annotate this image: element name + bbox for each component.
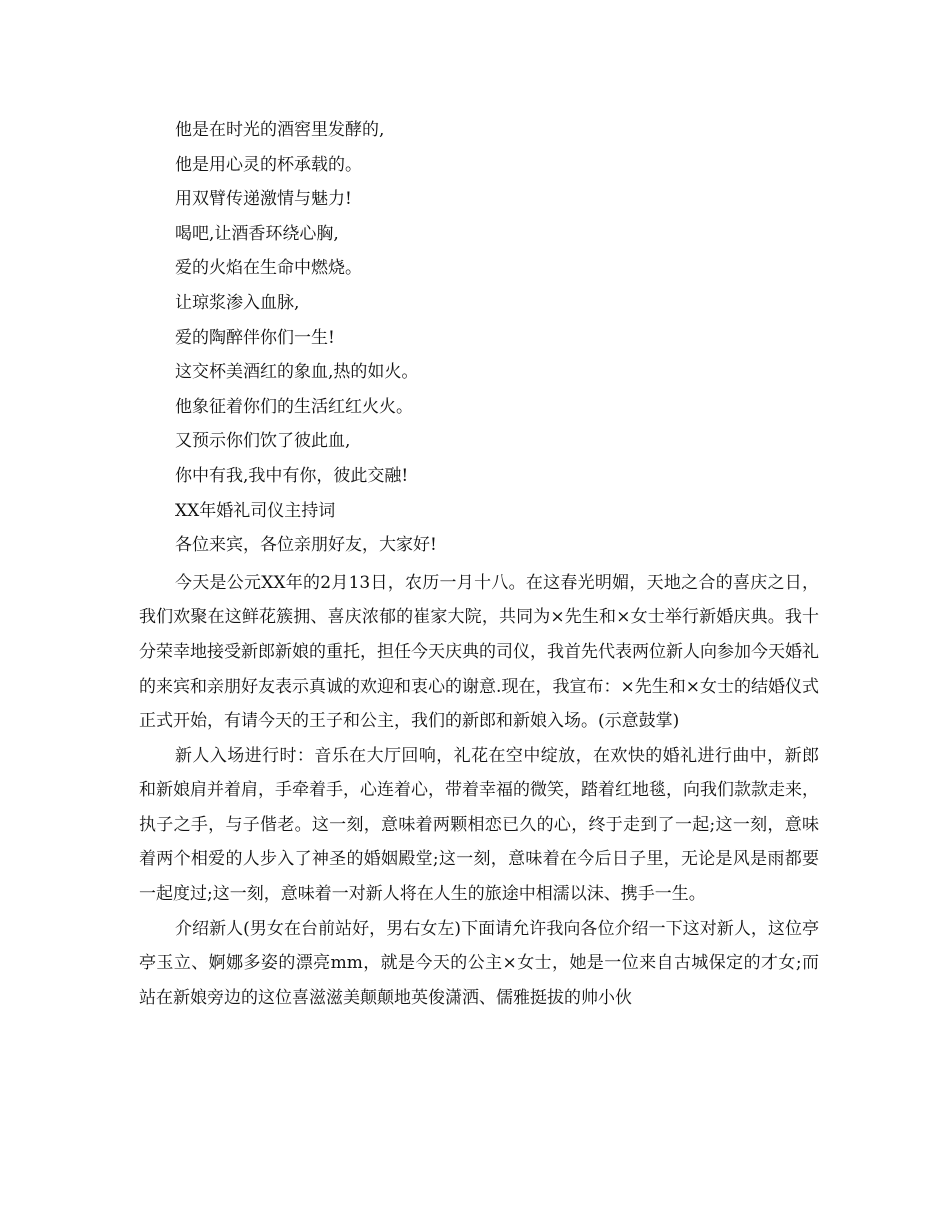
document-body: [139, 116, 819, 1015]
poem-line: 你中有我,我中有你，彼此交融!: [175, 465, 409, 486]
greeting: 各位来宾，各位亲朋好友，大家好!: [175, 535, 437, 556]
poem-line: 他象征着你们的生活红红火火。: [175, 396, 413, 417]
poem-line: 爱的陶醉伴你们一生!: [175, 327, 335, 348]
poem-line: 喝吧,让酒香环绕心胸,: [175, 223, 339, 244]
poem-line: 他是用心灵的杯承载的。: [175, 154, 362, 175]
section-title: XX年婚礼司仪主持词: [175, 500, 336, 521]
paragraph: 新人入场进行时：音乐在大厅回响，礼花在空中绽放，在欢快的婚礼进行曲中，新郎和新娘肩并着肩，手牵着手，心连着心，带着幸福的微笑，踏着红地毯，向我们款款走来，执子之手，与子偕老。这一刻，意味着两颗相恋已久的心，终于走到了一起;这一刻，意味着两个相爱的人步入了神圣的婚姻殿堂;这一刻，意味着在今后日子里，无论是风是雨都要一起度过;这一刻，意味着一对新人将在人生的旅途中相濡以沫、携手一生。: [139, 745, 819, 905]
poem-line: 爱的火焰在生命中燃烧。: [175, 258, 362, 279]
poem-line: 他是在时光的酒窖里发酵的,: [175, 120, 385, 140]
poem-line: 又预示你们饮了彼此血,: [175, 431, 351, 452]
poem-line: 用双臂传递激情与魅力!: [175, 189, 352, 210]
poem-line: 这交杯美酒红的象血,热的如火。: [175, 362, 419, 383]
poem-line: 让琼浆渗入血脉,: [175, 292, 300, 313]
paragraph: 介绍新人(男女在台前站好，男右女左)下面请允许我向各位介绍一下这对新人，这位亭亭玉立、婀娜多姿的漂亮mm，就是今天的公主×女士，她是一位来自古城保定的才女;而站在新娘旁边的这位喜滋滋美颠颠地英俊潇洒、儒雅挺拔的帅小伙: [139, 918, 819, 1008]
paragraph: 今天是公元XX年的2月13日，农历一月十八。在这春光明媚，天地之合的喜庆之日，我们欢聚在这鲜花簇拥、喜庆浓郁的崔家大院，共同为×先生和×女士举行新婚庆典。我十分荣幸地接受新郎新娘的重托，担任今天庆典的司仪，我首先代表两位新人向参加今天婚礼的来宾和亲朋好友表示真诚的欢迎和衷心的谢意.现在，我宣布：×先生和×女士的结婚仪式正式开始，有请今天的王子和公主，我们的新郎和新娘入场。(示意鼓掌): [139, 572, 819, 732]
